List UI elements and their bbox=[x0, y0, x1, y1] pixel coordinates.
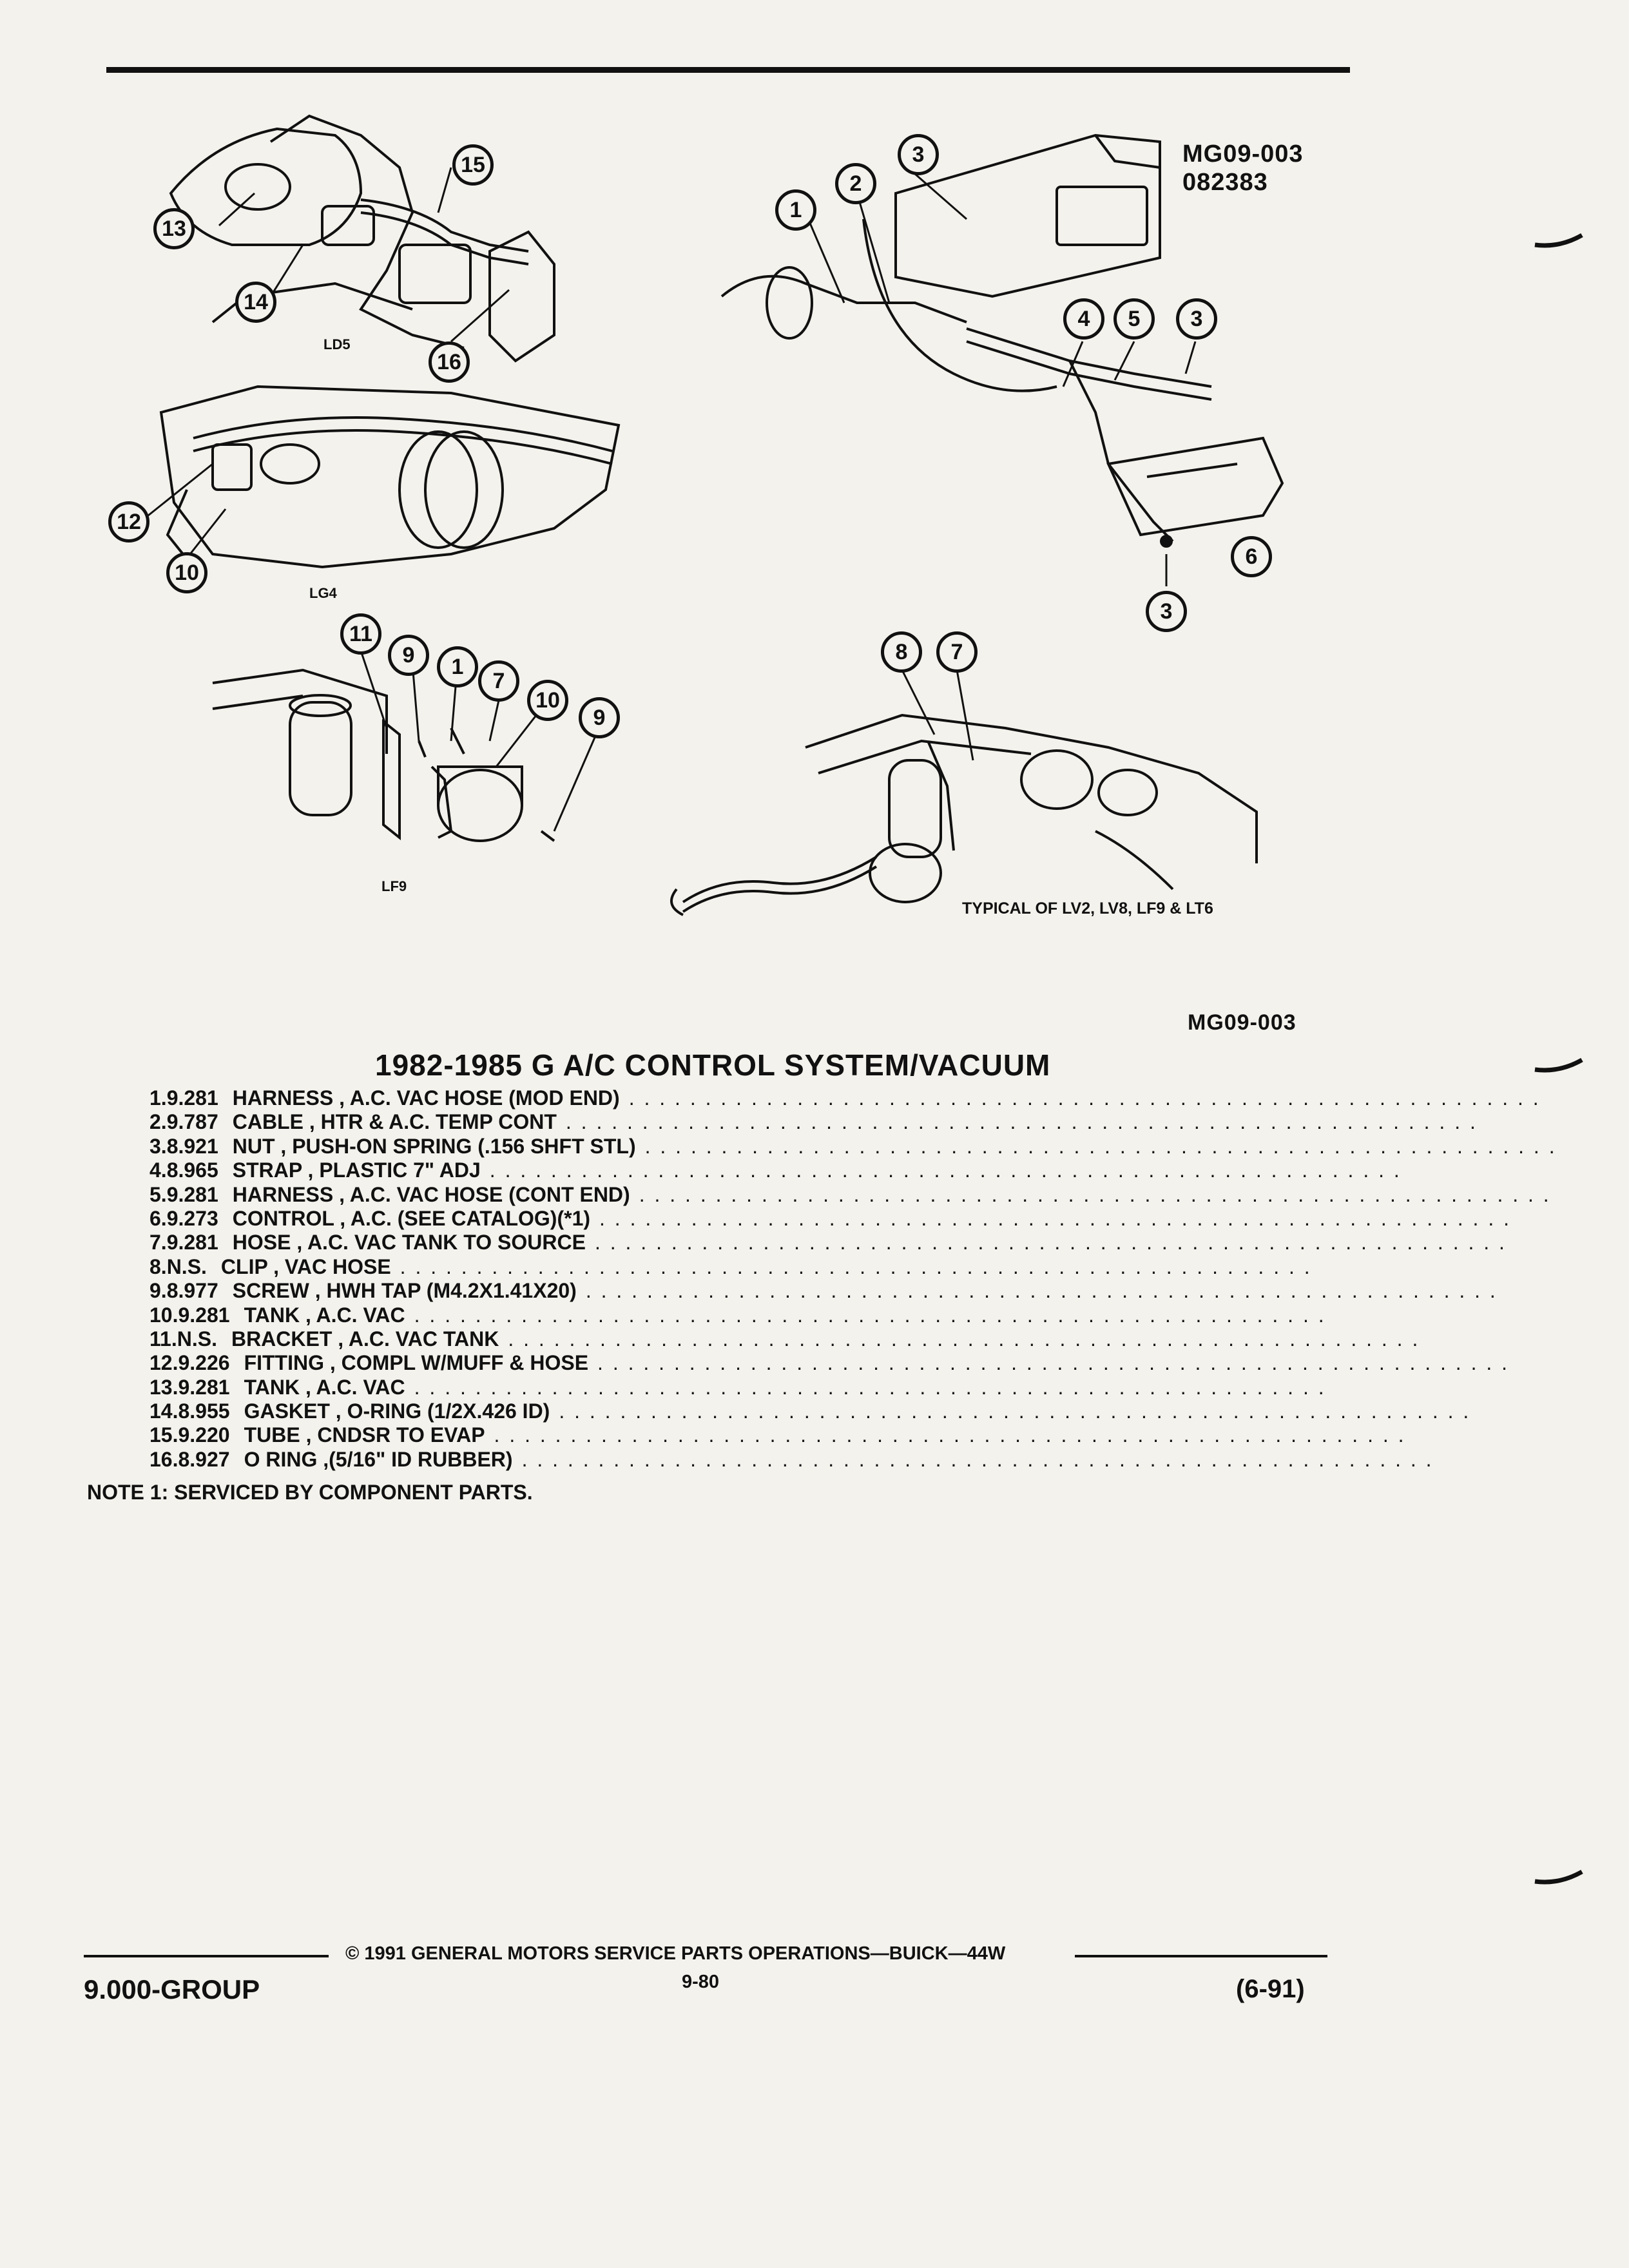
part-row bbox=[149, 1110, 1478, 1134]
part-description: O RING ,(5/16" ID RUBBER) bbox=[244, 1447, 513, 1471]
leader-dots: . . . . . . . . . . . . . . . . . . . . . . . . . . . . . . . . . . . . . . . . . . . . . . . . . . . . . . . . . . . . bbox=[414, 1375, 1326, 1399]
part-group-code: 9.281 bbox=[166, 1182, 218, 1206]
copyright-line: © 1991 GENERAL MOTORS SERVICE PARTS OPERATIONS—BUICK—44W bbox=[345, 1943, 1006, 1964]
callout-8: 8 bbox=[881, 631, 922, 673]
margin-mark bbox=[1534, 1869, 1585, 1894]
part-group-code: N.S. bbox=[177, 1327, 217, 1350]
part-row bbox=[149, 1158, 1402, 1182]
part-row bbox=[149, 1399, 1471, 1423]
part-row bbox=[149, 1351, 1510, 1375]
part-number: 11. bbox=[149, 1327, 177, 1350]
callout-leaders bbox=[148, 168, 1195, 831]
part-group-code: 8.965 bbox=[166, 1158, 218, 1182]
part-group-code: 9.787 bbox=[166, 1110, 218, 1134]
part-group-code: 9.281 bbox=[166, 1086, 218, 1110]
part-number: 2. bbox=[149, 1110, 167, 1134]
part-number: 7. bbox=[149, 1231, 167, 1254]
typical-engines-caption: TYPICAL OF LV2, LV8, LF9 & LT6 bbox=[962, 899, 1213, 918]
part-group-code: 8.927 bbox=[178, 1447, 230, 1471]
leader-dots: . . . . . . . . . . . . . . . . . . . . . . . . . . . . . . . . . . . . . . . . . . . . . . . . . . . . . . . . . . . . bbox=[414, 1303, 1326, 1327]
part-row bbox=[149, 1279, 1498, 1303]
part-row bbox=[149, 1447, 1434, 1472]
part-row bbox=[149, 1134, 1557, 1158]
callout-15: 15 bbox=[452, 144, 494, 186]
figure-code-bottom: MG09-003 bbox=[1188, 1010, 1296, 1035]
part-row bbox=[149, 1254, 1312, 1279]
exploded-view-illustration bbox=[0, 0, 1629, 1005]
leader-dots: . . . . . . . . . . . . . . . . . . . . . . . . . . . . . . . . . . . . . . . . . . . . . . . . . . . . . . . . . . . . bbox=[559, 1399, 1471, 1423]
callout-4: 4 bbox=[1063, 298, 1104, 340]
callout-6: 6 bbox=[1231, 536, 1272, 577]
part-group-code: 9.220 bbox=[178, 1423, 230, 1447]
part-number: 15. bbox=[149, 1423, 178, 1447]
label-lf9: LF9 bbox=[381, 878, 407, 894]
callout-12: 12 bbox=[108, 501, 149, 543]
part-group-code: 9.281 bbox=[178, 1303, 230, 1327]
margin-mark bbox=[1534, 1057, 1585, 1082]
footer-rule-left bbox=[84, 1955, 329, 1957]
part-row bbox=[149, 1182, 1551, 1207]
callout-16: 16 bbox=[429, 341, 470, 383]
part-group-code: 8.921 bbox=[166, 1134, 218, 1158]
leader-dots: . . . . . . . . . . . . . . . . . . . . . . . . . . . . . . . . . . . . . . . . . . . . . . . . . . . . . . . . . . . . bbox=[400, 1254, 1312, 1278]
callout-9: 9 bbox=[388, 635, 429, 676]
callout-3a: 3 bbox=[898, 134, 939, 175]
label-ld5: LD5 bbox=[323, 336, 351, 352]
figure-code-top: MG09-003 bbox=[1182, 140, 1304, 168]
part-row bbox=[149, 1303, 1326, 1327]
callout-7b: 7 bbox=[936, 631, 978, 673]
part-description: SCREW , HWH TAP (M4.2X1.41X20) bbox=[232, 1279, 577, 1303]
ld5-engine-drawing bbox=[171, 116, 554, 361]
page-title: 1982-1985 G A/C CONTROL SYSTEM/VACUUM bbox=[375, 1048, 1051, 1082]
leader-dots: . . . . . . . . . . . . . . . . . . . . . . . . . . . . . . . . . . . . . . . . . . . . . . . . . . . . . . . . . . . . bbox=[597, 1351, 1510, 1375]
part-number: 14. bbox=[149, 1399, 178, 1423]
leader-dots: . . . . . . . . . . . . . . . . . . . . . . . . . . . . . . . . . . . . . . . . . . . . . . . . . . . . . . . . . . . . bbox=[565, 1110, 1478, 1134]
part-group-code: 9.273 bbox=[166, 1206, 218, 1230]
page-number: 9-80 bbox=[682, 1972, 720, 1992]
part-description: TANK , A.C. VAC bbox=[244, 1303, 405, 1327]
parts-list bbox=[149, 1086, 1557, 1472]
part-number: 5. bbox=[149, 1182, 167, 1206]
part-description: GASKET , O-RING (1/2X.426 ID) bbox=[244, 1399, 550, 1423]
part-row bbox=[149, 1231, 1507, 1254]
lg4-engine-drawing bbox=[161, 387, 619, 567]
part-group-code: 9.281 bbox=[166, 1231, 218, 1254]
part-row bbox=[149, 1423, 1406, 1447]
part-number: 9. bbox=[149, 1279, 167, 1303]
part-description: STRAP , PLASTIC 7" ADJ bbox=[232, 1158, 481, 1182]
part-row bbox=[149, 1327, 1420, 1351]
callout-13: 13 bbox=[153, 208, 195, 249]
callout-14: 14 bbox=[235, 282, 276, 323]
callout-9b: 9 bbox=[579, 697, 620, 738]
callout-3b: 3 bbox=[1176, 298, 1217, 340]
part-description: FITTING , COMPL W/MUFF & HOSE bbox=[244, 1351, 589, 1375]
part-description: NUT , PUSH-ON SPRING (.156 SHFT STL) bbox=[232, 1134, 636, 1158]
callout-10b: 10 bbox=[527, 680, 568, 721]
vacuum-tank-drawing bbox=[671, 715, 1257, 915]
callout-3c: 3 bbox=[1146, 591, 1187, 632]
part-description: CABLE , HTR & A.C. TEMP CONT bbox=[232, 1110, 557, 1134]
leader-dots: . . . . . . . . . . . . . . . . . . . . . . . . . . . . . . . . . . . . . . . . . . . . . . . . . . . . . . . . . . . . bbox=[521, 1447, 1434, 1471]
part-group-code: 8.955 bbox=[178, 1399, 230, 1423]
callout-11: 11 bbox=[340, 613, 381, 655]
part-description: BRACKET , A.C. VAC TANK bbox=[231, 1327, 499, 1350]
part-number: 3. bbox=[149, 1134, 167, 1158]
leader-dots: . . . . . . . . . . . . . . . . . . . . . . . . . . . . . . . . . . . . . . . . . . . . . . . . . . . . . . . . . . . . bbox=[489, 1158, 1402, 1182]
callout-10: 10 bbox=[166, 552, 207, 593]
callout-7: 7 bbox=[478, 660, 519, 702]
figure-date-code: 082383 bbox=[1182, 169, 1268, 196]
part-number: 4. bbox=[149, 1158, 167, 1182]
revision-date: (6-91) bbox=[1236, 1975, 1305, 2003]
part-description: HARNESS , A.C. VAC HOSE (CONT END) bbox=[232, 1182, 630, 1206]
part-description: CONTROL , A.C. (SEE CATALOG)(*1) bbox=[232, 1206, 591, 1230]
part-number: 1. bbox=[149, 1086, 167, 1110]
margin-mark bbox=[1534, 232, 1585, 258]
leader-dots: . . . . . . . . . . . . . . . . . . . . . . . . . . . . . . . . . . . . . . . . . . . . . . . . . . . . . . . . . . . . bbox=[508, 1327, 1420, 1350]
leader-dots: . . . . . . . . . . . . . . . . . . . . . . . . . . . . . . . . . . . . . . . . . . . . . . . . . . . . . . . . . . . . bbox=[644, 1134, 1557, 1158]
part-group-code: 8.977 bbox=[166, 1279, 218, 1303]
leader-dots: . . . . . . . . . . . . . . . . . . . . . . . . . . . . . . . . . . . . . . . . . . . . . . . . . . . . . . . . . . . . bbox=[594, 1231, 1507, 1254]
part-group-code: N.S. bbox=[166, 1254, 207, 1278]
callout-5: 5 bbox=[1113, 298, 1155, 340]
leader-dots: . . . . . . . . . . . . . . . . . . . . . . . . . . . . . . . . . . . . . . . . . . . . . . . . . . . . . . . . . . . . bbox=[628, 1086, 1541, 1110]
label-lg4: LG4 bbox=[309, 585, 337, 601]
callout-2: 2 bbox=[835, 163, 876, 204]
part-group-code: 9.226 bbox=[178, 1351, 230, 1375]
part-number: 6. bbox=[149, 1206, 167, 1230]
part-number: 12. bbox=[149, 1351, 178, 1375]
part-number: 16. bbox=[149, 1447, 178, 1471]
leader-dots: . . . . . . . . . . . . . . . . . . . . . . . . . . . . . . . . . . . . . . . . . . . . . . . . . . . . . . . . . . . . bbox=[494, 1423, 1406, 1447]
part-row bbox=[149, 1206, 1511, 1231]
part-number: 8. bbox=[149, 1254, 167, 1278]
part-description: HOSE , A.C. VAC TANK TO SOURCE bbox=[232, 1231, 586, 1254]
leader-dots: . . . . . . . . . . . . . . . . . . . . . . . . . . . . . . . . . . . . . . . . . . . . . . . . . . . . . . . . . . . . bbox=[585, 1279, 1498, 1303]
footnote: NOTE 1: SERVICED BY COMPONENT PARTS. bbox=[87, 1481, 533, 1504]
part-description: HARNESS , A.C. VAC HOSE (MOD END) bbox=[232, 1086, 620, 1110]
leader-dots: . . . . . . . . . . . . . . . . . . . . . . . . . . . . . . . . . . . . . . . . . . . . . . . . . . . . . . . . . . . . bbox=[639, 1182, 1551, 1206]
part-group-code: 9.281 bbox=[178, 1375, 230, 1399]
leader-dots: . . . . . . . . . . . . . . . . . . . . . . . . . . . . . . . . . . . . . . . . . . . . . . . . . . . . . . . . . . . . bbox=[599, 1206, 1511, 1230]
part-row bbox=[149, 1375, 1326, 1399]
part-description: CLIP , VAC HOSE bbox=[220, 1254, 391, 1278]
part-description: TANK , A.C. VAC bbox=[244, 1375, 405, 1399]
footer-rule-right bbox=[1075, 1955, 1327, 1957]
part-description: TUBE , CNDSR TO EVAP bbox=[244, 1423, 485, 1447]
callout-1b: 1 bbox=[775, 189, 816, 231]
part-number: 10. bbox=[149, 1303, 178, 1327]
part-number: 13. bbox=[149, 1375, 178, 1399]
callout-1: 1 bbox=[437, 646, 478, 687]
group-label: 9.000-GROUP bbox=[84, 1974, 260, 2004]
part-row bbox=[149, 1086, 1541, 1110]
